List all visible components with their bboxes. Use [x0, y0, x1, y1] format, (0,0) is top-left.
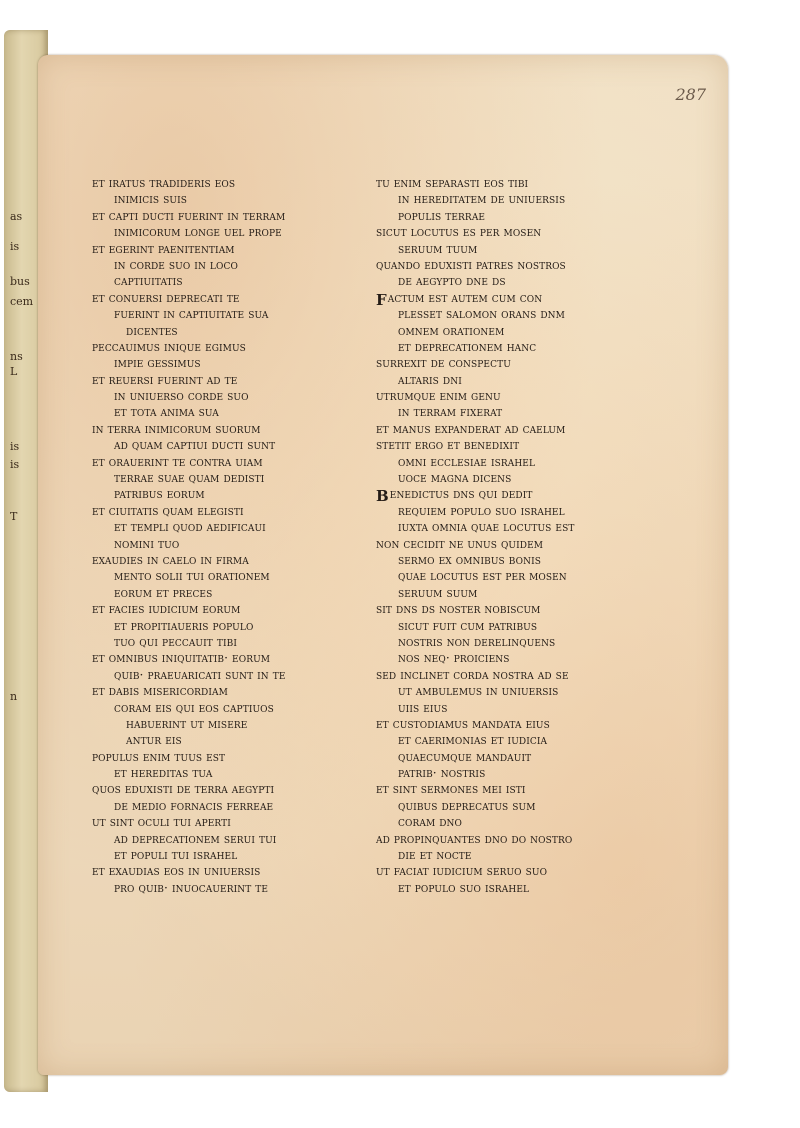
text-line: et populo suo israhel — [398, 880, 530, 895]
text-column-left — [92, 175, 392, 896]
leaf-fragment-text: L — [10, 365, 18, 378]
leaf-fragment-text: as — [10, 210, 23, 223]
decorated-initial: b — [376, 481, 389, 508]
text-line: habuerint ut misere — [126, 716, 248, 731]
text-line: et populi tui israhel — [114, 848, 238, 863]
text-line: uiis eius — [398, 700, 448, 715]
text-line: die et nocte — [398, 848, 472, 863]
text-line: tu enim separasti eos tibi — [376, 176, 529, 190]
text-line: ad quam captiui ducti sunt — [114, 438, 276, 453]
text-line: sicut locutus es per mosen — [376, 225, 542, 240]
text-line: mento solii tui orationem — [114, 569, 270, 584]
text-line: quos eduxisti de terra aegypti — [92, 782, 275, 797]
manuscript-page — [38, 55, 728, 1075]
text-line: uoce magna dicens — [398, 471, 512, 486]
text-line: omnem orationem — [398, 323, 505, 338]
text-line: et egerint paenitentiam — [92, 241, 235, 256]
decorated-initial: f — [376, 284, 387, 311]
text-line: inimicorum longe uel prope — [114, 225, 282, 240]
text-line: plesset salomon orans dnm — [398, 307, 565, 322]
leaf-fragment-text: n — [10, 690, 18, 703]
text-line: omni ecclesiae israhel — [398, 454, 536, 469]
text-line: terrae suae quam dedisti — [114, 471, 265, 486]
text-line: coram dno — [398, 815, 462, 830]
text-line: peccauimus inique egimus — [92, 339, 246, 354]
text-line: in corde suo in loco — [114, 257, 238, 272]
text-line: ut ambulemus in uniuersis — [398, 684, 559, 699]
text-line: in hereditatem de uniuersis — [398, 192, 566, 207]
text-line: quaecumque mandauit — [398, 749, 532, 764]
text-line: ad propinquantes dno do nostro — [376, 831, 573, 846]
text-line: et conuersi deprecati te — [92, 290, 240, 305]
text-line: quib· praeuaricati sunt in te — [114, 667, 286, 682]
text-line: ad deprecationem serui tui — [114, 831, 277, 846]
leaf-fragment-text: is — [10, 458, 20, 471]
leaf-fragment-text: cem — [10, 295, 34, 308]
text-line: sed inclinet corda nostra ad se — [376, 667, 569, 682]
text-line: et orauerint te contra uiam — [92, 454, 263, 469]
text-line: de aegypto dne ds — [398, 274, 506, 289]
text-line: in terra inimicorum suorum — [92, 421, 261, 436]
text-line: et dabis misericordiam — [92, 684, 228, 699]
leaf-fragment-text: ns — [10, 350, 23, 363]
text-line: requiem populo suo israhel — [398, 503, 565, 518]
text-line: et hereditas tua — [114, 766, 213, 781]
text-line: impie gessimus — [114, 356, 201, 371]
text-line: non cecidit ne unus quidem — [376, 536, 544, 551]
text-line: et capti ducti fuerint in terram — [92, 208, 286, 223]
text-line: iuxta omnia quae locutus est — [398, 520, 575, 535]
text-line: eorum et preces — [114, 585, 213, 600]
text-line: altaris dni — [398, 372, 462, 387]
text-line: antur eis — [126, 733, 182, 748]
text-line: quae locutus est per mosen — [398, 569, 567, 584]
text-line: populis terrae — [398, 208, 486, 223]
leaf-fragment-text: T — [10, 510, 18, 523]
text-line: in uniuerso corde suo — [114, 389, 249, 404]
text-line: et facies iudicium eorum — [92, 602, 241, 617]
text-line: ut sint oculi tui aperti — [92, 815, 231, 830]
text-line: surrexit de conspectu — [376, 356, 511, 371]
text-line: tuo qui peccauit tibi — [114, 634, 237, 649]
text-line: et tota anima sua — [114, 405, 219, 420]
text-column-right — [376, 175, 696, 896]
text-line: et templi quod aedificaui — [114, 520, 266, 535]
text-line: patribus eorum — [114, 487, 205, 502]
text-line: et sint sermones mei isti — [376, 782, 526, 797]
text-line: seruum suum — [398, 585, 478, 600]
text-line: et custodiamus mandata eius — [376, 716, 550, 731]
text-line: fuerint in captiuitate sua — [114, 307, 269, 322]
text-line: coram eis qui eos captiuos — [114, 700, 274, 715]
text-line — [376, 284, 696, 311]
text-line: utrumque enim genu — [376, 389, 501, 404]
text-line: de medio fornacis ferreae — [114, 798, 274, 813]
text-line: ut faciat iudicium seruo suo — [376, 864, 548, 879]
text-line: nostris non derelinquens — [398, 634, 556, 649]
text-line: inimicis suis — [114, 192, 188, 207]
leaf-fragment-text: bus — [10, 275, 30, 288]
text-line: seruum tuum — [398, 241, 478, 256]
text-line: et deprecationem hanc — [398, 339, 537, 354]
text-line: sermo ex omnibus bonis — [398, 552, 542, 567]
text-line: et ciuitatis quam elegisti — [92, 503, 244, 518]
text-line: patrib· nostris — [398, 766, 486, 781]
text-line: et manus expanderat ad caelum — [376, 421, 566, 436]
text-line: et iratus tradideris eos — [92, 176, 236, 190]
text-line: et caerimonias et iudicia — [398, 733, 548, 748]
text-line: captiuitatis — [114, 274, 183, 289]
text-line: in terram fixerat — [398, 405, 503, 420]
text-line: et propitiaueris populo — [114, 618, 254, 633]
leaf-fragment-text: is — [10, 440, 20, 453]
folio-number: 287 — [675, 85, 706, 104]
text-line — [376, 481, 696, 508]
text-line: populus enim tuus est — [92, 749, 226, 764]
text-line: sicut fuit cum patribus — [398, 618, 538, 633]
text-line: sit dns ds noster nobiscum — [376, 602, 541, 617]
text-line: quando eduxisti patres nostros — [376, 257, 566, 272]
text-line: dicentes — [126, 323, 178, 338]
text-line: pro quib· inuocauerint te — [114, 880, 269, 895]
text-line: exaudies in caelo in firma — [92, 552, 249, 567]
text-line: stetit ergo et benedixit — [376, 438, 520, 453]
text-line: nomini tuo — [114, 536, 180, 551]
line-remainder: actum est autem cum con — [387, 290, 543, 305]
text-line: quibus deprecatus sum — [398, 798, 536, 813]
text-line: et omnibus iniquitatib· eorum — [92, 651, 271, 666]
leaf-fragment-text: is — [10, 240, 20, 253]
line-remainder: enedictus dns qui dedit — [389, 487, 533, 502]
text-line: et exaudias eos in uniuersis — [92, 864, 261, 879]
text-line: nos neq· proiciens — [398, 651, 510, 666]
text-line: et reuersi fuerint ad te — [92, 372, 238, 387]
